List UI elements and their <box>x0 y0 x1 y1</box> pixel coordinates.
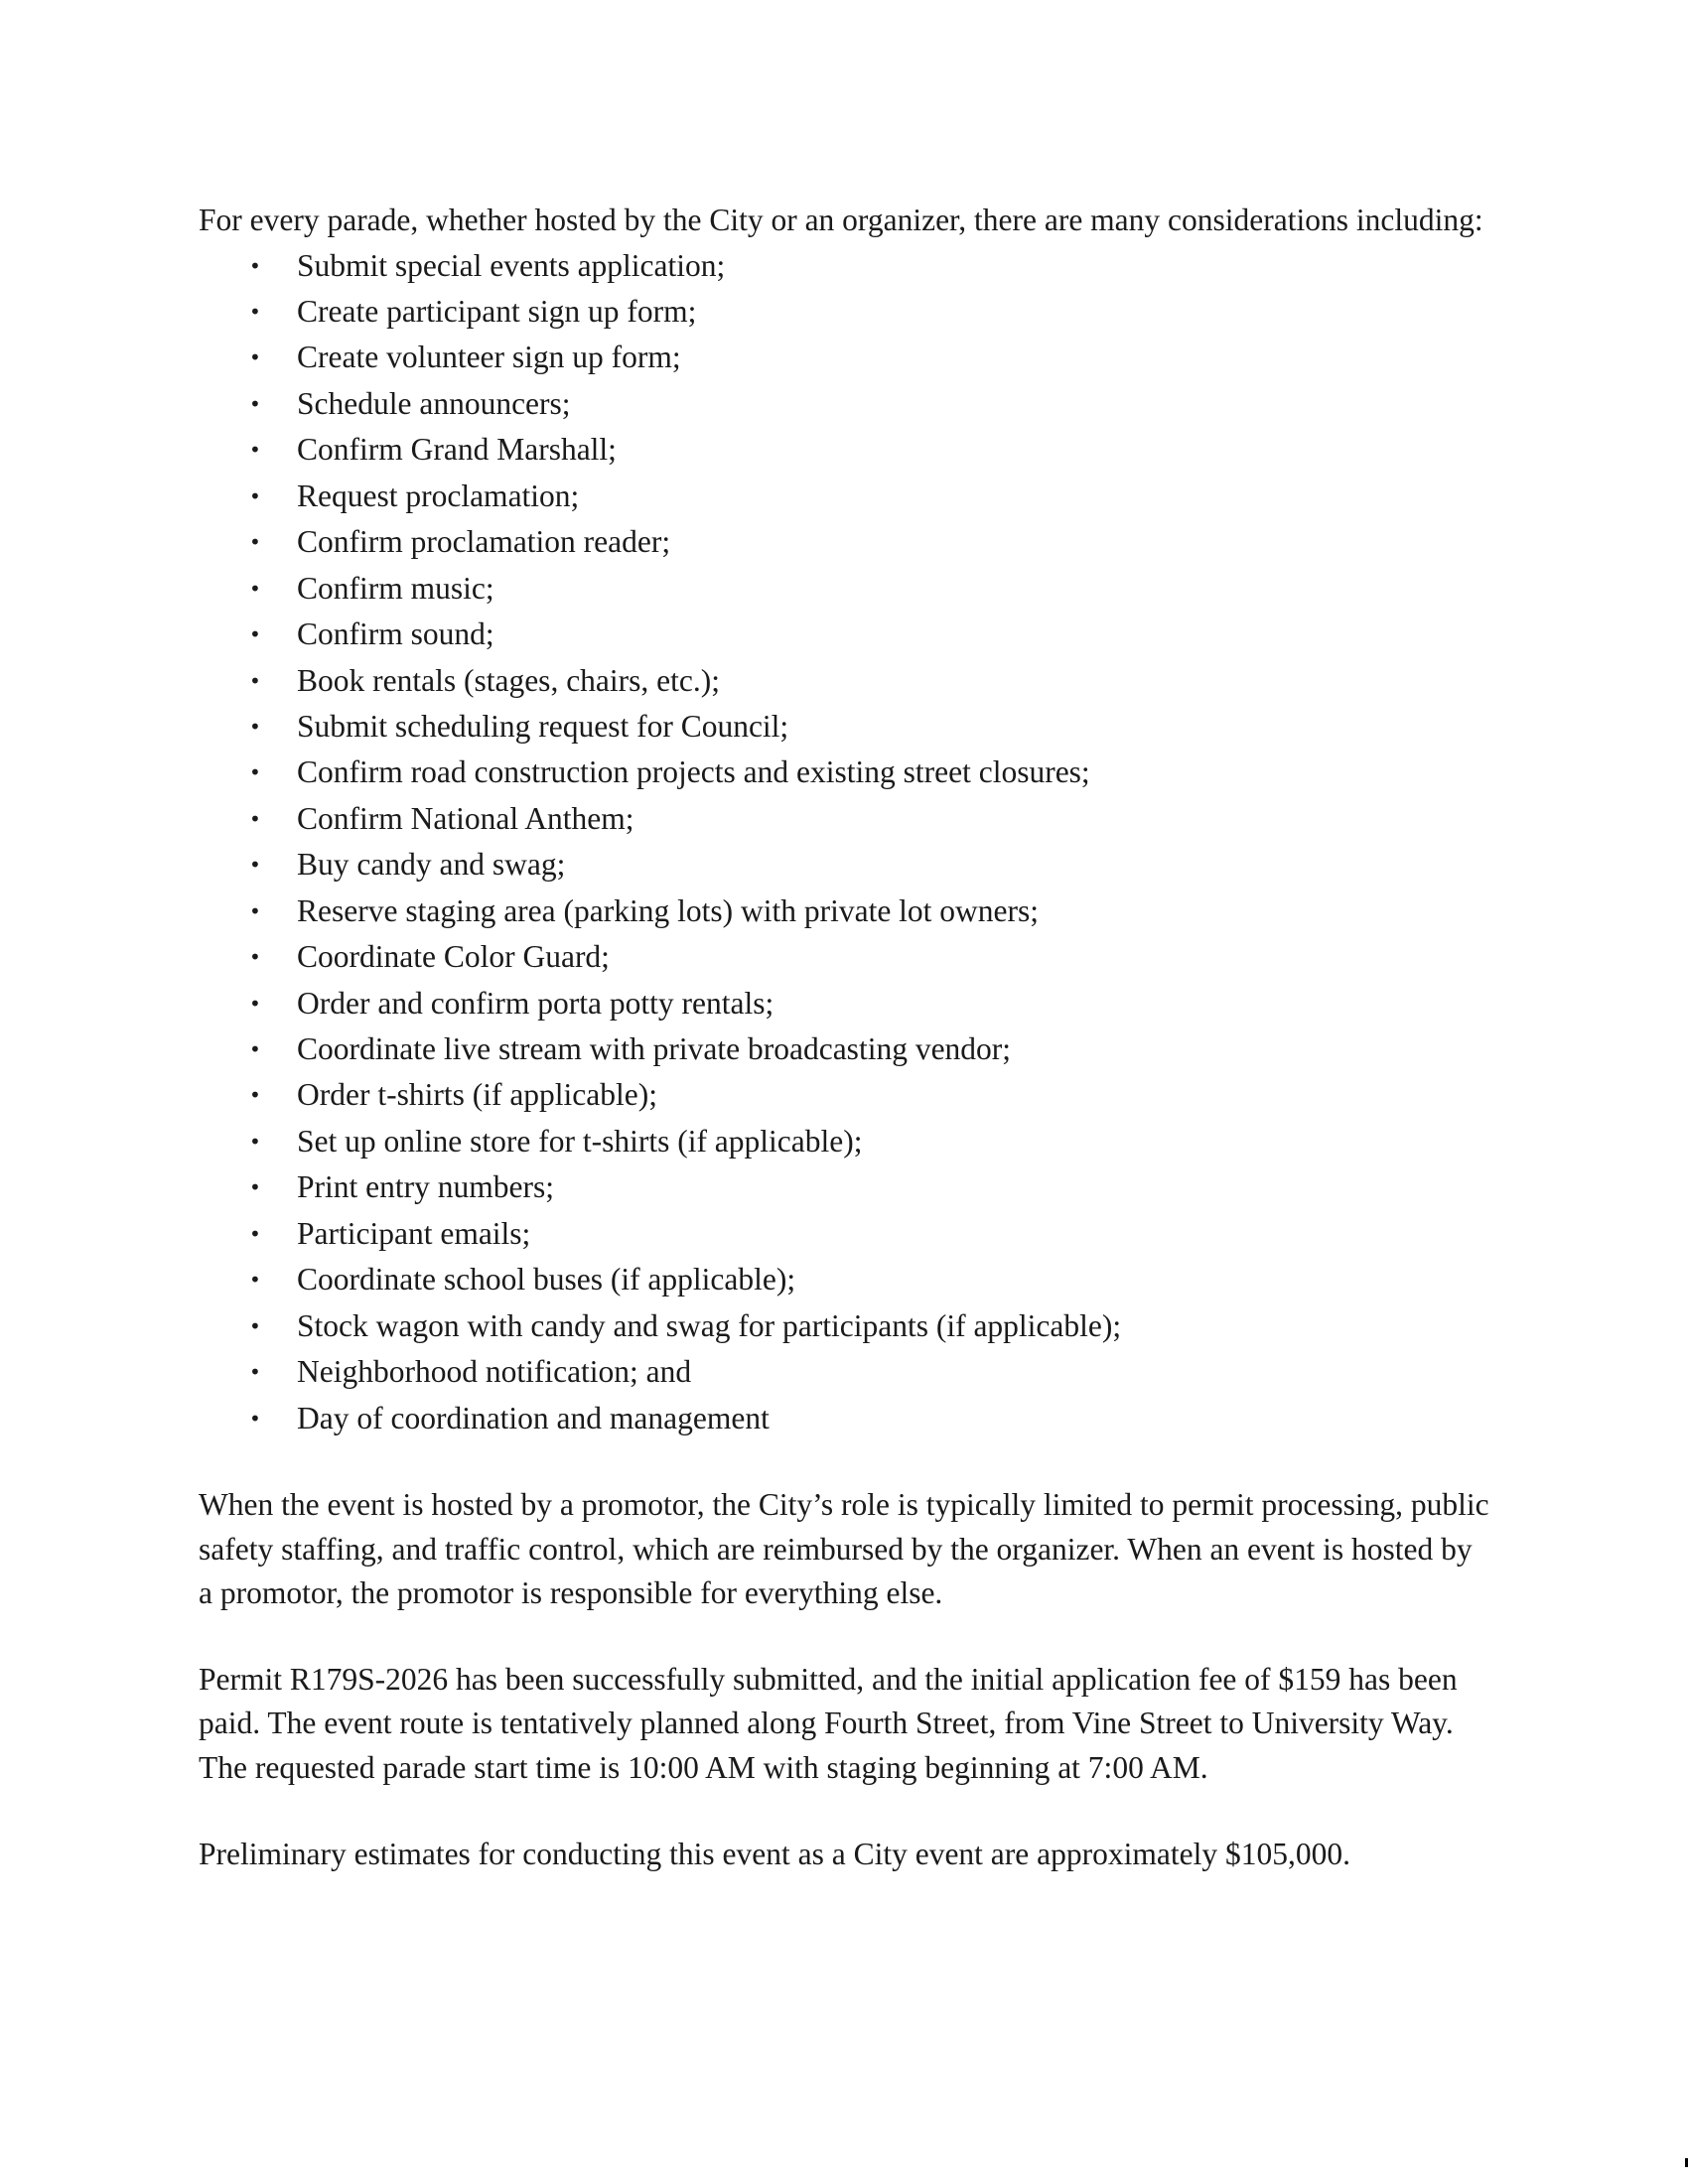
task-list-item <box>199 335 1489 380</box>
task-list-item <box>199 1026 1489 1072</box>
task-label: Stock wagon with candy and swag for participants (if applicable); <box>297 1307 1122 1343</box>
task-label: Confirm proclamation reader; <box>297 524 671 560</box>
task-list-item <box>199 427 1489 473</box>
task-list-item <box>199 381 1489 427</box>
task-label: Print entry numbers; <box>297 1169 554 1205</box>
task-list-item <box>199 658 1489 704</box>
task-list-item <box>199 1119 1489 1164</box>
parade-task-list <box>199 243 1489 1441</box>
task-label: Coordinate live stream with private broadcasting vendor; <box>297 1031 1012 1067</box>
bullet-icon: • <box>249 1175 261 1200</box>
task-label: Create volunteer sign up form; <box>297 340 681 375</box>
task-label: Buy candy and swag; <box>297 847 566 883</box>
task-list-item <box>199 1211 1489 1257</box>
task-label: Coordinate school buses (if applicable); <box>297 1262 796 1297</box>
task-list-item <box>199 612 1489 657</box>
task-label: Neighborhood notification; and <box>297 1354 692 1390</box>
bullet-icon: • <box>249 576 261 601</box>
task-list-item <box>199 1396 1489 1441</box>
bullet-icon: • <box>249 668 261 693</box>
task-list-item <box>199 519 1489 565</box>
task-list-item <box>199 796 1489 842</box>
task-list-item <box>199 1072 1489 1118</box>
task-label: Book rentals (stages, chairs, etc.); <box>297 662 720 698</box>
task-label: Order t-shirts (if applicable); <box>297 1077 657 1113</box>
bullet-icon: • <box>249 806 261 831</box>
bullet-icon: • <box>249 622 261 647</box>
task-label: Reserve staging area (parking lots) with private lot owners; <box>297 892 1040 928</box>
task-label: Day of coordination and management <box>297 1400 770 1435</box>
bullet-icon: • <box>249 1129 261 1154</box>
bullet-icon: • <box>249 1037 261 1062</box>
task-list-item <box>199 1349 1489 1395</box>
task-list-item <box>199 566 1489 612</box>
task-label: Participant emails; <box>297 1215 531 1251</box>
bullet-icon: • <box>249 345 261 370</box>
bullet-icon: • <box>249 1221 261 1246</box>
bullet-icon: • <box>249 530 261 555</box>
permit-status-paragraph: Permit R179S-2026 has been successfully submitted, and the initial application fee of $159 has been paid. The event route is tentatively planned along Fourth Street, from Vine Street to University Way. The requested parade start time is 10:00 AM with staging beginning at 7:00 AM. <box>199 1661 1458 1785</box>
task-list-item <box>199 704 1489 750</box>
bullet-icon: • <box>249 1313 261 1338</box>
task-label: Confirm National Anthem; <box>297 800 634 836</box>
bullet-icon: • <box>249 391 261 416</box>
task-list-item <box>199 934 1489 980</box>
bullet-icon: • <box>249 714 261 739</box>
task-label: Submit special events application; <box>297 247 726 283</box>
task-list-item <box>199 289 1489 335</box>
task-list-item <box>199 1257 1489 1302</box>
task-list-item <box>199 1164 1489 1210</box>
task-label: Submit scheduling request for Council; <box>297 708 789 744</box>
promotor-role-paragraph: When the event is hosted by a promotor, the City’s role is typically limited to permit processing, public safety staffing, and traffic control, which are reimbursed by the organizer. When an event is hosted by a promotor, the promotor is responsible for everything else. <box>199 1486 1489 1611</box>
bullet-icon: • <box>249 1360 261 1385</box>
task-label: Schedule announcers; <box>297 385 571 421</box>
bullet-icon: • <box>249 438 261 463</box>
bullet-icon: • <box>249 483 261 508</box>
task-label: Confirm sound; <box>297 616 494 652</box>
bullet-icon: • <box>249 945 261 970</box>
task-list-item <box>199 1303 1489 1349</box>
task-list-item <box>199 474 1489 519</box>
intro-paragraph: For every parade, whether hosted by the City or an organizer, there are many considerations including: <box>199 203 1483 237</box>
task-list-item <box>199 981 1489 1026</box>
bullet-icon: • <box>249 991 261 1016</box>
task-label: Set up online store for t-shirts (if applicable); <box>297 1123 863 1159</box>
task-label: Confirm Grand Marshall; <box>297 432 617 468</box>
task-label: Coordinate Color Guard; <box>297 939 610 975</box>
task-list-item <box>199 842 1489 887</box>
task-label: Confirm music; <box>297 570 494 606</box>
bullet-icon: • <box>249 760 261 785</box>
task-label: Request proclamation; <box>297 478 580 513</box>
estimate-paragraph: Preliminary estimates for conducting this event as a City event are approximately $105,000. <box>199 1836 1350 1871</box>
bullet-icon: • <box>249 1406 261 1431</box>
bullet-icon: • <box>249 300 261 325</box>
bullet-icon: • <box>249 853 261 878</box>
task-label: Order and confirm porta potty rentals; <box>297 985 774 1021</box>
task-list-item <box>199 750 1489 795</box>
bullet-icon: • <box>249 1083 261 1108</box>
bullet-icon: • <box>249 1268 261 1293</box>
task-list-item <box>199 888 1489 934</box>
bullet-icon: • <box>249 253 261 278</box>
task-label: Confirm road construction projects and existing street closures; <box>297 754 1090 790</box>
document-body <box>199 199 1489 1876</box>
task-list-item <box>199 243 1489 289</box>
bullet-icon: • <box>249 898 261 923</box>
task-label: Create participant sign up form; <box>297 294 697 330</box>
